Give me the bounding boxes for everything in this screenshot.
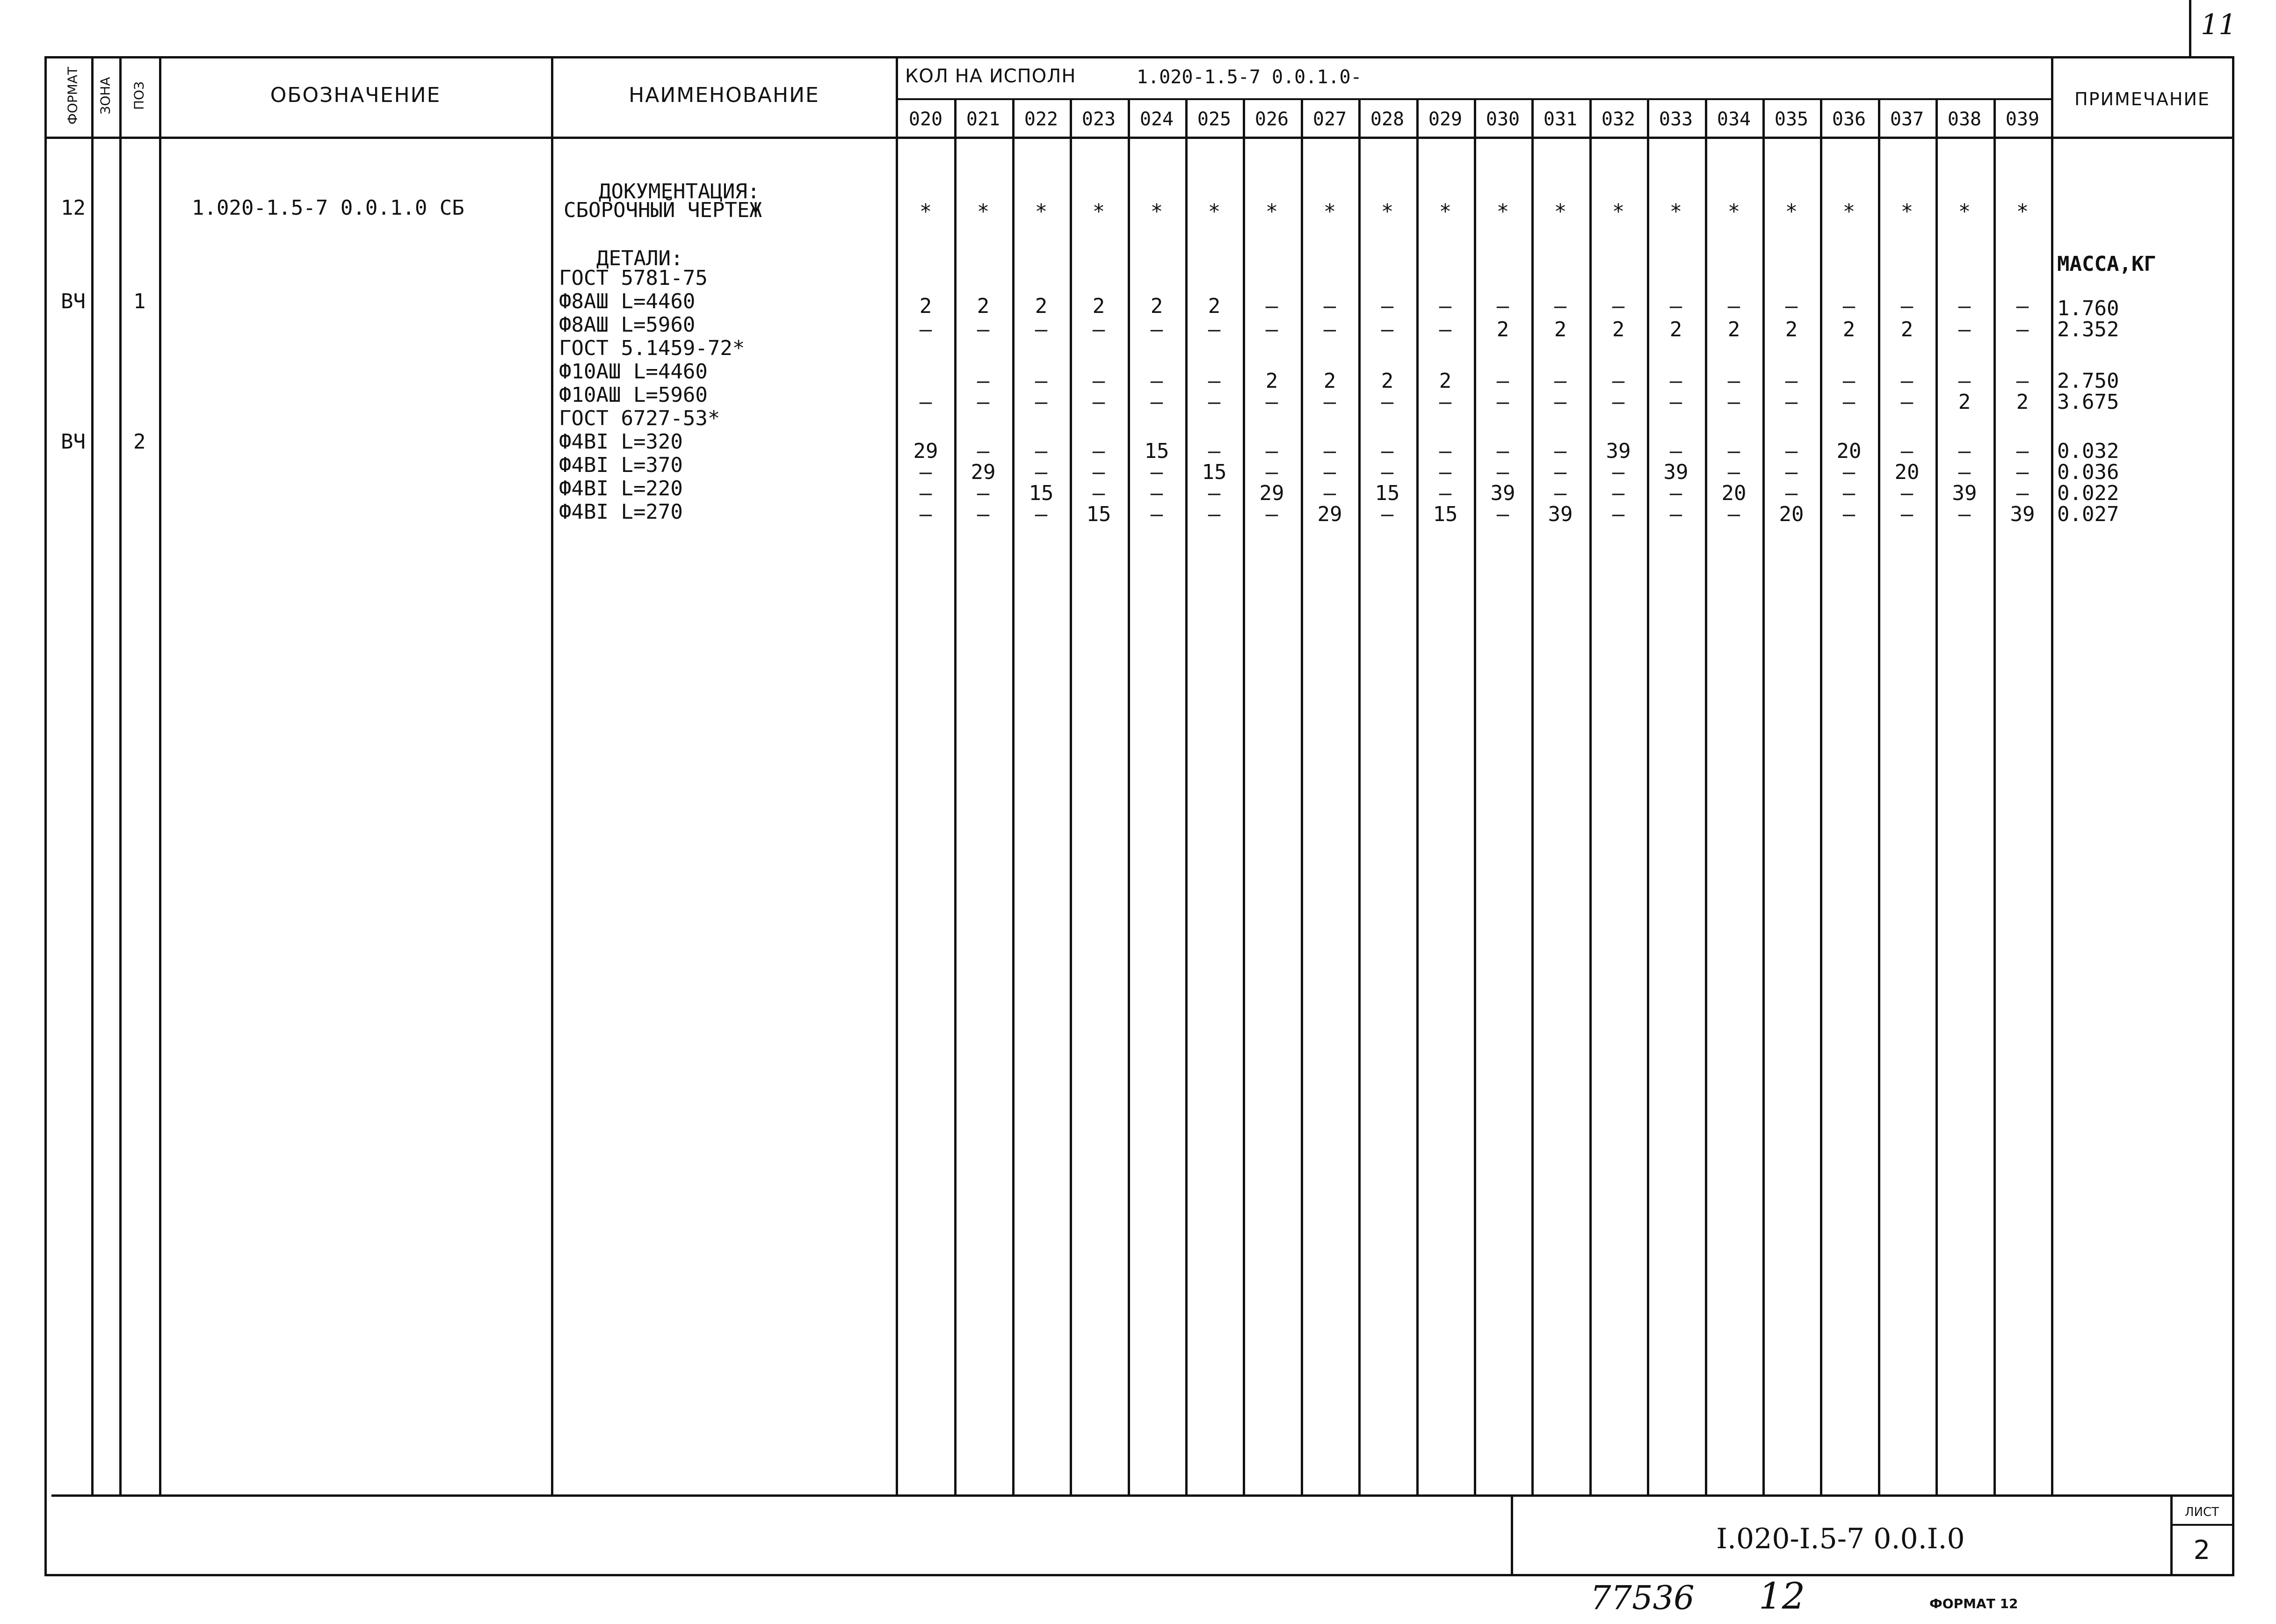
doc-qty-025: * <box>1208 200 1221 224</box>
group1-pos: 1 <box>133 290 146 313</box>
col-line-name <box>551 56 553 1497</box>
qty-g3-i3-023: — <box>1092 481 1105 505</box>
qty-g3-i4-031: 39 <box>1548 502 1573 526</box>
qty-g1-i2-023: — <box>1092 318 1105 341</box>
qty-g1-i2-030: 2 <box>1496 318 1509 341</box>
qty-g2-i1-022: — <box>1035 369 1048 393</box>
qty-g1-i2-035: 2 <box>1785 318 1798 341</box>
item-f10-4460-mass: 2.750 <box>2057 369 2119 393</box>
qty-g3-i3-028: 15 <box>1375 481 1400 505</box>
qty-g2-i1-021: — <box>977 369 990 393</box>
qty-g3-i1-039: — <box>2016 439 2029 463</box>
item-f8-4460-name: Ф8АШ L=4460 <box>559 290 696 313</box>
variant-header-039: 039 <box>2005 109 2040 130</box>
qty-g3-i2-034: — <box>1727 460 1740 484</box>
group3-format: ВЧ <box>61 430 86 454</box>
qty-base-designation: 1.020-1.5-7 0.0.1.0- <box>1137 66 1362 88</box>
qty-g2-i2-022: — <box>1035 390 1048 414</box>
col-line-zone <box>91 56 94 1497</box>
qty-g1-i1-038: — <box>1958 294 1971 318</box>
item-f4-370-mass: 0.036 <box>2057 460 2119 484</box>
qty-g2-i2-035: — <box>1785 390 1798 414</box>
qty-g1-i1-037: — <box>1900 294 1914 318</box>
frame-right <box>2232 56 2234 1576</box>
qty-g1-i2-024: — <box>1150 318 1163 341</box>
variant-header-034: 034 <box>1717 109 1751 130</box>
variant-header-025: 025 <box>1197 109 1232 130</box>
qty-g1-i1-024: 2 <box>1150 294 1163 318</box>
col-line-qty-start <box>896 56 898 1497</box>
qty-g2-i1-027: 2 <box>1323 369 1336 393</box>
qty-g2-i1-034: — <box>1727 369 1740 393</box>
details-title: ДЕТАЛИ: <box>596 246 683 270</box>
qty-g1-i2-032: 2 <box>1612 318 1625 341</box>
variant-header-023: 023 <box>1081 109 1116 130</box>
doc-qty-032: * <box>1612 200 1625 224</box>
variant-header-032: 032 <box>1601 109 1636 130</box>
qty-g3-i4-030: — <box>1496 502 1509 526</box>
qty-g3-i1-036: 20 <box>1836 439 1862 463</box>
qty-g3-i2-039: — <box>2016 460 2029 484</box>
qty-g2-i1-028: 2 <box>1381 369 1394 393</box>
qty-g1-i1-029: — <box>1439 294 1452 318</box>
qty-g2-i1-036: — <box>1842 369 1856 393</box>
qty-g3-i1-032: 39 <box>1606 439 1631 463</box>
item-f4-220-name: Ф4ВI L=220 <box>559 477 683 500</box>
qty-g2-i1-024: — <box>1150 369 1163 393</box>
qty-g1-i2-020: — <box>919 318 932 341</box>
qty-g1-i1-026: — <box>1265 294 1278 318</box>
group3-pos: 2 <box>133 430 146 454</box>
col-line-designation <box>159 56 161 1497</box>
qty-g3-i4-036: — <box>1842 502 1856 526</box>
qty-g1-i1-039: — <box>2016 294 2029 318</box>
qty-g1-i1-027: — <box>1323 294 1336 318</box>
qty-g3-i4-020: — <box>919 502 932 526</box>
item-f4-220-mass: 0.022 <box>2057 481 2119 505</box>
qty-g1-i1-020: 2 <box>919 294 932 318</box>
item-f10-5960-name: Ф10АШ L=5960 <box>559 383 708 407</box>
qty-g3-i4-026: — <box>1265 502 1278 526</box>
qty-g3-i2-020: — <box>919 460 932 484</box>
qty-g3-i1-023: — <box>1092 439 1105 463</box>
qty-g3-i3-026: 29 <box>1259 481 1284 505</box>
qty-g3-i3-033: — <box>1669 481 1682 505</box>
sheet-label: ЛИСТ <box>2184 1505 2219 1519</box>
qty-g3-i1-037: — <box>1900 439 1914 463</box>
qty-g2-i1-038: — <box>1958 369 1971 393</box>
qty-g3-i4-023: 15 <box>1086 502 1111 526</box>
qty-g3-i2-027: — <box>1323 460 1336 484</box>
designation-header: ОБОЗНАЧЕНИЕ <box>270 83 441 107</box>
variant-header-021: 021 <box>966 109 1000 130</box>
qty-g3-i3-029: — <box>1439 481 1452 505</box>
qty-g3-i1-021: — <box>977 439 990 463</box>
doc-qty-036: * <box>1842 200 1856 224</box>
doc-qty-031: * <box>1554 200 1567 224</box>
header-bottom-line <box>44 137 2233 139</box>
qty-g3-i3-031: — <box>1554 481 1567 505</box>
qty-g2-i2-039: 2 <box>2016 390 2029 414</box>
qty-g3-i1-030: — <box>1496 439 1509 463</box>
doc-qty-037: * <box>1900 200 1914 224</box>
item-f10-5960-mass: 3.675 <box>2057 390 2119 414</box>
qty-g3-i4-028: — <box>1381 502 1394 526</box>
item-f8-5960-mass: 2.352 <box>2057 318 2119 341</box>
variant-header-033: 033 <box>1659 109 1693 130</box>
qty-g2-i2-027: — <box>1323 390 1336 414</box>
variant-header-029: 029 <box>1428 109 1463 130</box>
qty-g3-i3-034: 20 <box>1721 481 1747 505</box>
doc-qty-024: * <box>1150 200 1163 224</box>
qty-g3-i3-032: — <box>1612 481 1625 505</box>
qty-g3-i4-034: — <box>1727 502 1740 526</box>
doc-qty-027: * <box>1323 200 1336 224</box>
document-code: I.020-I.5-7 0.0.I.0 <box>1716 1522 1965 1555</box>
note-header: ПРИМЕЧАНИЕ <box>2074 89 2210 109</box>
qty-g3-i4-037: — <box>1900 502 1914 526</box>
doc-qty-035: * <box>1785 200 1798 224</box>
qty-g3-i4-029: 15 <box>1433 502 1458 526</box>
qty-g1-i1-023: 2 <box>1092 294 1105 318</box>
qty-g1-i2-029: — <box>1439 318 1452 341</box>
doc-qty-039: * <box>2016 200 2029 224</box>
qty-g3-i3-024: — <box>1150 481 1163 505</box>
qty-g1-i2-026: — <box>1265 318 1278 341</box>
qty-g2-i2-021: — <box>977 390 990 414</box>
variant-header-035: 035 <box>1774 109 1809 130</box>
qty-g3-i2-035: — <box>1785 460 1798 484</box>
pos-label: ПОЗ <box>131 81 147 110</box>
qty-g1-i1-031: — <box>1554 294 1567 318</box>
corner-divider <box>2189 0 2191 56</box>
qty-g3-i2-022: — <box>1035 460 1048 484</box>
qty-g1-i1-030: — <box>1496 294 1509 318</box>
row-doc-section: ДОКУМЕНТАЦИЯ: <box>599 180 760 203</box>
item-f4-270-name: Ф4ВI L=270 <box>559 500 683 524</box>
variant-header-030: 030 <box>1486 109 1520 130</box>
qty-g2-i1-030: — <box>1496 369 1509 393</box>
qty-g3-i1-020: 29 <box>913 439 938 463</box>
item-f4-270-mass: 0.027 <box>2057 502 2119 526</box>
qty-g1-i2-025: — <box>1208 318 1221 341</box>
doc-qty-020: * <box>919 200 932 224</box>
qty-g1-i1-035: — <box>1785 294 1798 318</box>
qty-g3-i1-034: — <box>1727 439 1740 463</box>
qty-g3-i4-033: — <box>1669 502 1682 526</box>
qty-g3-i4-022: — <box>1035 502 1048 526</box>
qty-g2-i2-032: — <box>1612 390 1625 414</box>
item-f4-320-mass: 0.032 <box>2057 439 2119 463</box>
qty-g2-i1-033: — <box>1669 369 1682 393</box>
qty-g1-i2-031: 2 <box>1554 318 1567 341</box>
qty-g3-i3-020: — <box>919 481 932 505</box>
qty-g3-i1-022: — <box>1035 439 1048 463</box>
qty-g3-i2-025: 15 <box>1202 460 1227 484</box>
variant-header-026: 026 <box>1254 109 1289 130</box>
qty-g1-i1-022: 2 <box>1035 294 1048 318</box>
qty-g2-i2-037: — <box>1900 390 1914 414</box>
qty-g3-i2-023: — <box>1092 460 1105 484</box>
doc-qty-028: * <box>1381 200 1394 224</box>
variant-header-031: 031 <box>1543 109 1578 130</box>
qty-g2-i2-026: — <box>1265 390 1278 414</box>
qty-g3-i2-038: — <box>1958 460 1971 484</box>
qty-g3-i2-030: — <box>1496 460 1509 484</box>
corner-sheet-number: 11 <box>2201 8 2237 41</box>
doc-qty-021: * <box>977 200 990 224</box>
qty-g2-i1-035: — <box>1785 369 1798 393</box>
variant-header-024: 024 <box>1139 109 1174 130</box>
group3-standard: ГОСТ 6727-53* <box>559 406 720 430</box>
qty-g3-i2-021: 29 <box>971 460 996 484</box>
item-f4-370-name: Ф4ВI L=370 <box>559 453 683 477</box>
qty-g3-i4-038: — <box>1958 502 1971 526</box>
qty-g1-i1-028: — <box>1381 294 1394 318</box>
qty-g3-i2-026: — <box>1265 460 1278 484</box>
qty-g3-i3-027: — <box>1323 481 1336 505</box>
doc-qty-026: * <box>1265 200 1278 224</box>
item-f10-4460-name: Ф10АШ L=4460 <box>559 360 708 384</box>
footer-format-label: ФОРМАТ 12 <box>1929 1596 2018 1611</box>
qty-g3-i4-035: 20 <box>1779 502 1804 526</box>
item-f8-4460-mass: 1.760 <box>2057 297 2119 320</box>
qty-g1-i2-028: — <box>1381 318 1394 341</box>
row-doc-designation: 1.020-1.5-7 0.0.1.0 СБ <box>192 196 464 220</box>
qty-g2-i2-029: — <box>1439 390 1452 414</box>
qty-g3-i1-031: — <box>1554 439 1567 463</box>
qty-g3-i2-037: 20 <box>1894 460 1920 484</box>
frame-left <box>44 56 47 1576</box>
qty-g1-i2-033: 2 <box>1669 318 1682 341</box>
qty-g1-i1-021: 2 <box>977 294 990 318</box>
qty-g3-i1-026: — <box>1265 439 1278 463</box>
qty-g3-i3-021: — <box>977 481 990 505</box>
doc-qty-030: * <box>1496 200 1509 224</box>
frame-top <box>44 56 2233 58</box>
qty-g1-i1-036: — <box>1842 294 1856 318</box>
qty-g1-i2-022: — <box>1035 318 1048 341</box>
qty-g3-i2-029: — <box>1439 460 1452 484</box>
qty-g3-i1-024: 15 <box>1144 439 1169 463</box>
qty-g1-i1-025: 2 <box>1208 294 1221 318</box>
qty-g2-i2-030: — <box>1496 390 1509 414</box>
qty-g3-i3-036: — <box>1842 481 1856 505</box>
qty-g3-i3-030: 39 <box>1490 481 1515 505</box>
variant-header-027: 027 <box>1312 109 1347 130</box>
qty-g2-i2-024: — <box>1150 390 1163 414</box>
variant-header-037: 037 <box>1890 109 1924 130</box>
qty-g2-i2-038: 2 <box>1958 390 1971 414</box>
qty-g3-i3-037: — <box>1900 481 1914 505</box>
qty-g3-i4-024: — <box>1150 502 1163 526</box>
qty-g2-i2-033: — <box>1669 390 1682 414</box>
qty-g3-i4-039: 39 <box>2010 502 2035 526</box>
qty-g2-i1-037: — <box>1900 369 1914 393</box>
qty-g3-i2-032: — <box>1612 460 1625 484</box>
doc-qty-033: * <box>1669 200 1682 224</box>
qty-g2-i1-026: 2 <box>1265 369 1278 393</box>
qty-g3-i4-027: 29 <box>1317 502 1342 526</box>
variant-header-036: 036 <box>1832 109 1866 130</box>
qty-g3-i3-039: — <box>2016 481 2029 505</box>
frame-bottom <box>44 1574 2234 1576</box>
qty-g3-i1-028: — <box>1381 439 1394 463</box>
qty-g1-i1-033: — <box>1669 294 1682 318</box>
qty-g1-i2-038: — <box>1958 318 1971 341</box>
col-line-pos <box>119 56 122 1497</box>
qty-g3-i1-025: — <box>1208 439 1221 463</box>
qty-g3-i3-035: — <box>1785 481 1798 505</box>
qty-g3-i2-031: — <box>1554 460 1567 484</box>
group2-standard: ГОСТ 5.1459-72* <box>559 336 745 360</box>
qty-g2-i2-023: — <box>1092 390 1105 414</box>
variant-header-038: 038 <box>1947 109 1982 130</box>
doc-qty-023: * <box>1092 200 1105 224</box>
qty-g1-i2-039: — <box>2016 318 2029 341</box>
qty-g3-i1-027: — <box>1323 439 1336 463</box>
sheet-number: 2 <box>2193 1535 2211 1566</box>
qty-header: КОЛ НА ИСПОЛН <box>905 65 1076 87</box>
qty-g3-i1-029: — <box>1439 439 1452 463</box>
qty-g2-i2-036: — <box>1842 390 1856 414</box>
qty-g1-i2-037: 2 <box>1900 318 1914 341</box>
zone-label: ЗОНА <box>97 77 113 115</box>
qty-g3-i2-028: — <box>1381 460 1394 484</box>
qty-g1-i1-034: — <box>1727 294 1740 318</box>
variant-header-022: 022 <box>1024 109 1058 130</box>
qty-g2-i1-025: — <box>1208 369 1221 393</box>
row-doc-format: 12 <box>61 196 86 220</box>
qty-g3-i2-033: 39 <box>1663 460 1689 484</box>
qty-g2-i1-039: — <box>2016 369 2029 393</box>
qty-g1-i2-027: — <box>1323 318 1336 341</box>
qty-g2-i1-023: — <box>1092 369 1105 393</box>
qty-g1-i2-021: — <box>977 318 990 341</box>
qty-g2-i2-025: — <box>1208 390 1221 414</box>
qty-g3-i3-025: — <box>1208 481 1221 505</box>
qty-g2-i1-029: 2 <box>1439 369 1452 393</box>
qty-g3-i2-024: — <box>1150 460 1163 484</box>
qty-g2-i1-031: — <box>1554 369 1567 393</box>
qty-g3-i4-032: — <box>1612 502 1625 526</box>
variant-header-020: 020 <box>908 109 943 130</box>
qty-g3-i4-021: — <box>977 502 990 526</box>
qty-g2-i1-032: — <box>1612 369 1625 393</box>
title-block-top <box>51 1494 2232 1497</box>
qty-g3-i1-038: — <box>1958 439 1971 463</box>
mass-header: МАССА,КГ <box>2057 252 2156 276</box>
doc-qty-022: * <box>1035 200 1048 224</box>
doc-qty-038: * <box>1958 200 1971 224</box>
item-f8-5960-name: Ф8АШ L=5960 <box>559 313 696 337</box>
qty-g3-i1-033: — <box>1669 439 1682 463</box>
qty-g3-i4-025: — <box>1208 502 1221 526</box>
col-line-note <box>2051 56 2053 1497</box>
doc-qty-029: * <box>1439 200 1452 224</box>
doc-qty-034: * <box>1727 200 1740 224</box>
qty-g2-i2-031: — <box>1554 390 1567 414</box>
group1-format: ВЧ <box>61 290 86 313</box>
row-doc-name: СБОРОЧНЫЙ ЧЕРТЕЖ <box>564 198 762 222</box>
item-f4-320-name: Ф4ВI L=320 <box>559 430 683 454</box>
qty-g1-i2-034: 2 <box>1727 318 1740 341</box>
qty-g3-i3-022: 15 <box>1029 481 1054 505</box>
qty-g2-i2-034: — <box>1727 390 1740 414</box>
format-label: ФОРМАТ <box>65 66 80 125</box>
qty-g2-i2-020: — <box>919 390 932 414</box>
qty-g3-i3-038: 39 <box>1952 481 1977 505</box>
qty-g3-i1-035: — <box>1785 439 1798 463</box>
qty-g3-i2-036: — <box>1842 460 1856 484</box>
group1-standard: ГОСТ 5781-75 <box>559 266 708 290</box>
name-header: НАИМЕНОВАНИЕ <box>629 83 819 107</box>
qty-g2-i2-028: — <box>1381 390 1394 414</box>
variant-header-028: 028 <box>1370 109 1405 130</box>
sheet-cell-line <box>2170 1524 2233 1526</box>
format-handwritten: 12 <box>1759 1575 1805 1617</box>
qty-g1-i1-032: — <box>1612 294 1625 318</box>
inventory-number: 77536 <box>1590 1579 1695 1617</box>
qty-g1-i2-036: 2 <box>1842 318 1856 341</box>
